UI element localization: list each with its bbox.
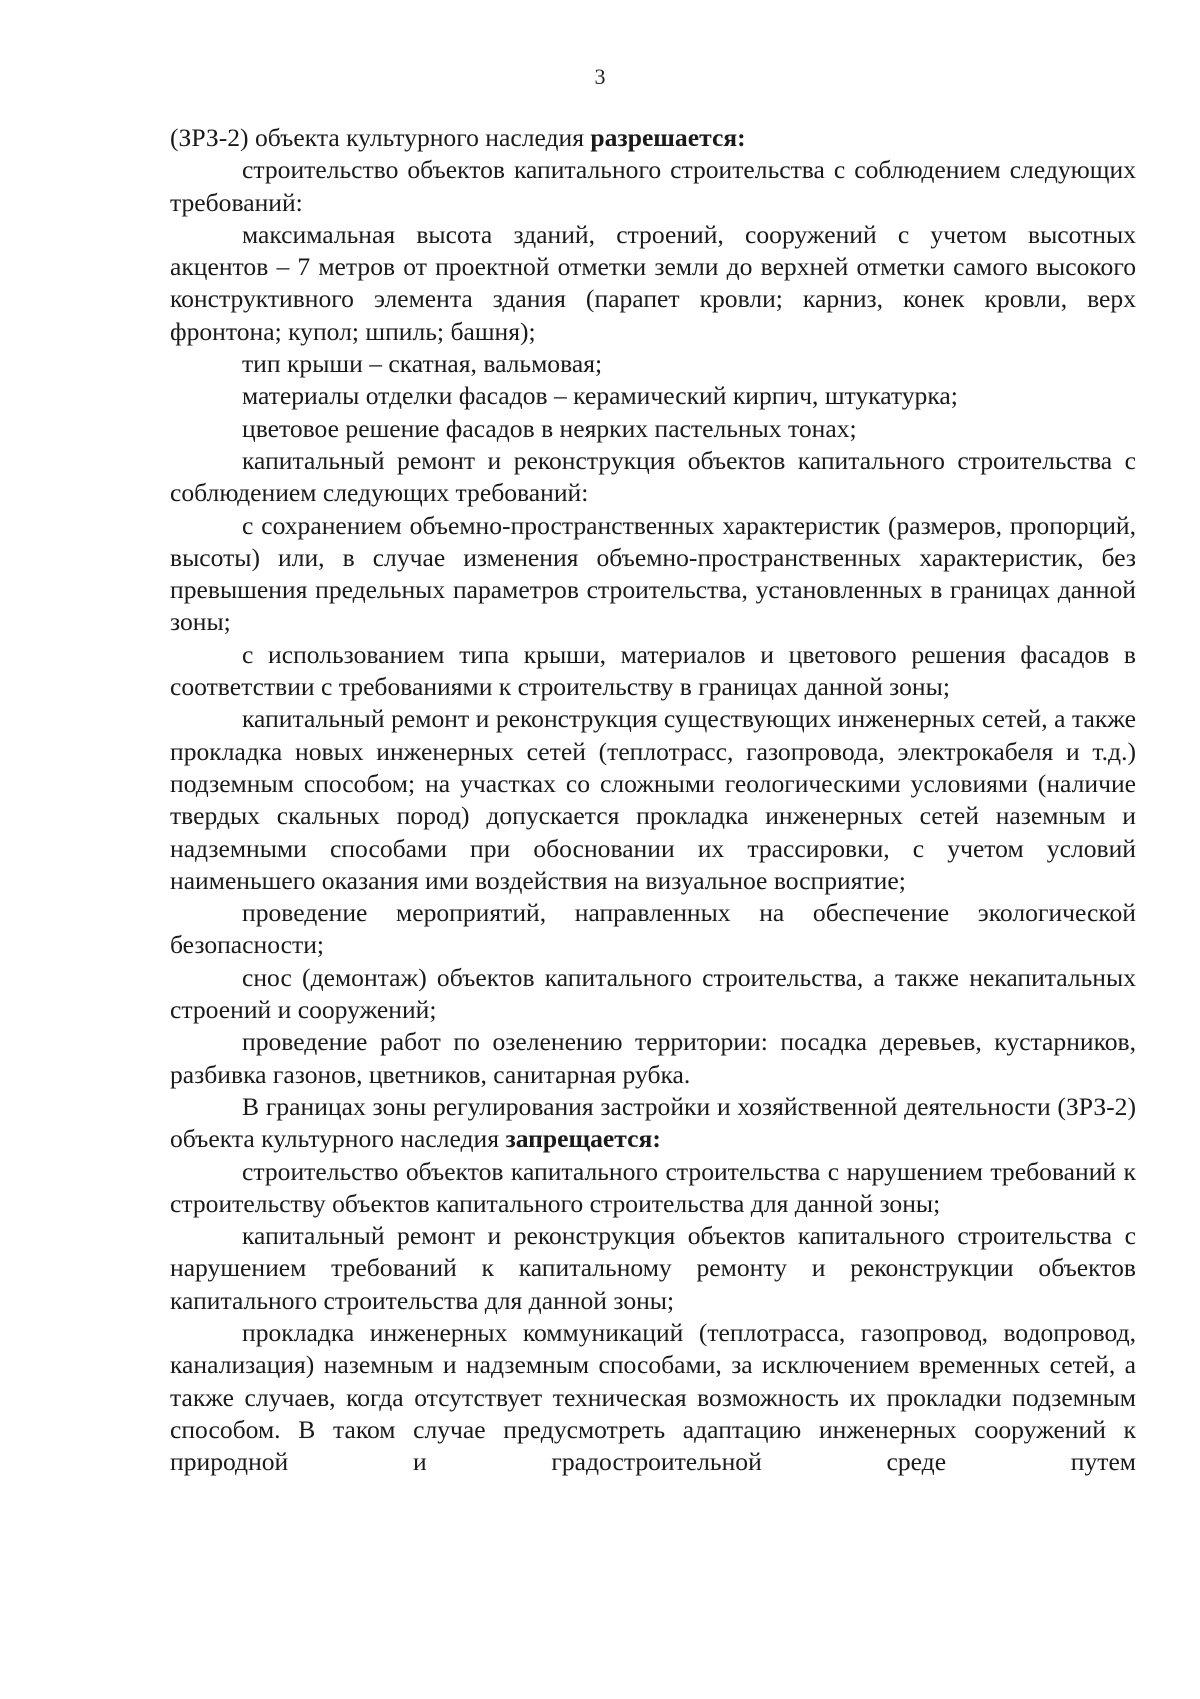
paragraph-p05 bbox=[170, 380, 1136, 412]
paragraph-p04 bbox=[170, 348, 1136, 380]
paragraph-p06 bbox=[170, 413, 1136, 445]
paragraph-text: с сохранением объемно-пространственных характеристик (размеров, пропорций, высоты) или, в случае изменения объемно-пространственных характеристик, без превышения предельных параметров строительства, установленных в границах данной зоны; bbox=[170, 510, 1136, 637]
paragraph-text: проведение работ по озеленению территории: посадка деревьев, кустарников, разбивка газонов, цветников, санитарная рубка. bbox=[170, 1027, 1136, 1089]
paragraph-text: максимальная высота зданий, строений, сооружений с учетом высотных акцентов – 7 метров от проектной отметки земли до верхней отметки самого высокого конструктивного элемента здания (парапет кровли; карниз, конек кровли, верх фронтона; купол; шпиль; башня); bbox=[170, 219, 1136, 346]
paragraph-p15 bbox=[170, 1156, 1136, 1221]
document-body bbox=[170, 122, 1136, 1478]
paragraph-text: прокладка инженерных коммуникаций (теплотрасса, газопровод, водопровод, канализация) наземным и надземным способами, за исключением временных сетей, а также случаев, когда отсутствует техническая возможность их прокладки подземным способом. В таком случае предусмотреть адаптацию инженерных сооружений к природной и градостроительной среде путем bbox=[170, 1317, 1136, 1477]
paragraph-text: (ЗРЗ-2) объекта культурного наследия bbox=[170, 123, 591, 152]
paragraph-p16 bbox=[170, 1220, 1136, 1317]
bold-keyword: разрешается: bbox=[590, 123, 746, 152]
paragraph-p14 bbox=[170, 1091, 1136, 1156]
paragraph-p02 bbox=[170, 154, 1136, 219]
paragraph-p09 bbox=[170, 639, 1136, 704]
page-number: 3 bbox=[594, 64, 606, 89]
paragraph-p13 bbox=[170, 1026, 1136, 1091]
paragraph-text: капитальный ремонт и реконструкция объектов капитального строительства с нарушением требований к капитальному ремонту и реконструкции объектов капитального строительства для данной зоны; bbox=[170, 1221, 1136, 1315]
paragraph-text: цветовое решение фасадов в неярких пастельных тонах; bbox=[242, 413, 857, 443]
paragraph-p03 bbox=[170, 219, 1136, 348]
paragraph-p11 bbox=[170, 897, 1136, 962]
paragraph-text: тип крыши – скатная, вальмовая; bbox=[242, 349, 603, 379]
paragraph-p07 bbox=[170, 445, 1136, 510]
paragraph-p17 bbox=[170, 1317, 1136, 1478]
paragraph-text: материалы отделки фасадов – керамический кирпич, штукатурка; bbox=[242, 381, 958, 411]
paragraph-text: с использованием типа крыши, материалов и цветового решения фасадов в соответствии с требованиями к строительству в границах данной зоны; bbox=[170, 639, 1136, 702]
paragraph-p01 bbox=[170, 122, 1136, 154]
paragraph-text: капитальный ремонт и реконструкция существующих инженерных сетей, а также прокладка новых инженерных сетей (теплотрасс, газопровода, электрокабеля и т.д.) подземным способом; на участках со сложными геологическими условиями (наличие твердых скальных пород) допускается прокладка инженерных сетей наземным и надземными способами при обосновании их трассировки, с учетом условий наименьшего оказания ими воздействия на визуальное восприятие; bbox=[170, 704, 1136, 895]
paragraph-p08 bbox=[170, 510, 1136, 639]
paragraph-text: строительство объектов капитального строительства с соблюдением следующих требований: bbox=[170, 155, 1136, 217]
paragraph-text: строительство объектов капитального строительства с нарушением требований к строительству объектов капитального строительства для данной зоны; bbox=[170, 1156, 1136, 1218]
paragraph-p10 bbox=[170, 703, 1136, 897]
paragraph-text: В границах зоны регулирования застройки и хозяйственной деятельности (ЗРЗ-2) объекта культурного наследия bbox=[170, 1091, 1136, 1154]
paragraph-text: капитальный ремонт и реконструкция объектов капитального строительства с соблюдением следующих требований: bbox=[170, 445, 1136, 508]
bold-keyword: запрещается: bbox=[505, 1124, 661, 1154]
paragraph-text: снос (демонтаж) объектов капитального строительства, а также некапитальных строений и сооружений; bbox=[170, 962, 1136, 1025]
paragraph-text: проведение мероприятий, направленных на обеспечение экологической безопасности; bbox=[170, 898, 1136, 960]
paragraph-p12 bbox=[170, 962, 1136, 1027]
